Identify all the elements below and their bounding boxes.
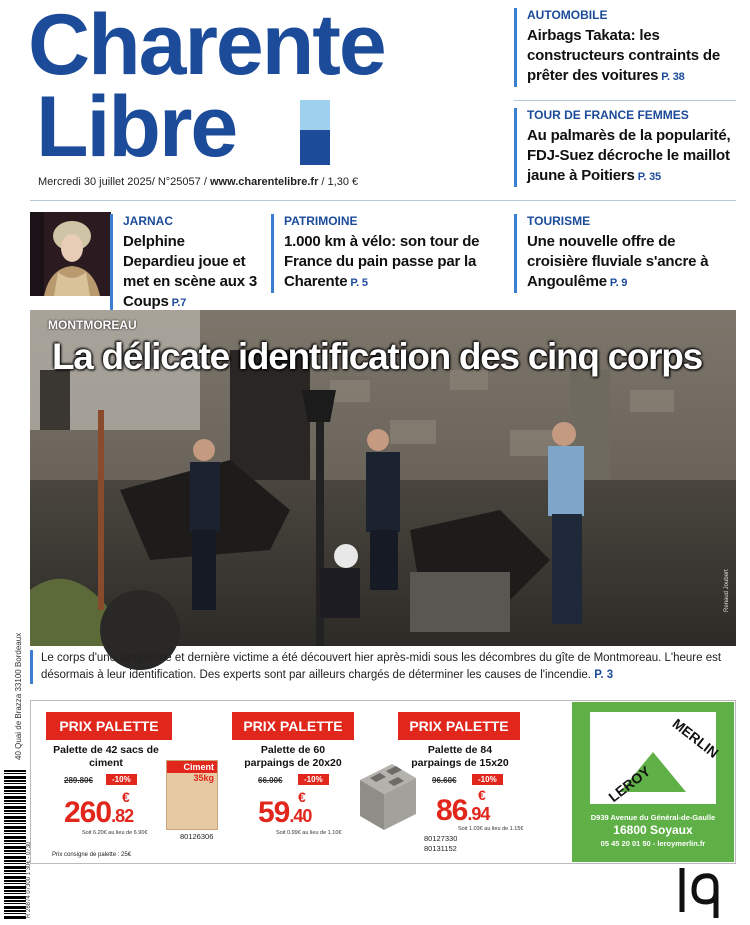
product-price: 59.40 <box>258 796 312 829</box>
teaser-title: 1.000 km à vélo: son tour de France du pain passe par la Charente P. 5 <box>284 233 480 290</box>
unit-price-note: Soit 6.20€ au lieu de 6.90€ <box>82 830 148 836</box>
masthead-title-line1: Charente <box>28 0 385 93</box>
euro-sign: € <box>122 789 129 805</box>
prix-palette-badge: PRIX PALETTE <box>46 712 172 740</box>
barcode <box>4 770 26 920</box>
main-story-caption: Le corps d'une cinquième et dernière victime a été découvert hier après-midi sous les décombres du gîte de Montmoreau. L'heure est désormais à leur identification. Des experts sont par ailleurs chargés de déterminer les causes de l'incendie. P. 3 <box>30 650 736 684</box>
divider <box>514 100 736 101</box>
cinder-block-image <box>356 760 418 837</box>
store-contact[interactable]: 05 45 20 01 50 - leroymerlin.fr <box>600 839 706 848</box>
store-city: 16800 Soyaux <box>613 823 693 837</box>
teaser-kicker: AUTOMOBILE <box>527 8 608 22</box>
teaser-title: Une nouvelle offre de croisière fluviale s'ancre à Angoulême P. 9 <box>527 233 709 290</box>
unit-price-note: Soit 1.03€ au lieu de 1.15€ <box>458 826 524 832</box>
teaser-tourisme[interactable] <box>514 214 736 293</box>
old-price: 66.00€ <box>258 776 283 785</box>
issue-date: Mercredi 30 juillet 2025/ N°25057 / <box>38 176 210 188</box>
product-name: Palette de 42 sacs de ciment <box>53 744 159 769</box>
page-ref: P. 38 <box>661 71 685 83</box>
discount-badge: -10% <box>298 774 329 785</box>
teaser-patrimoine[interactable] <box>271 214 493 293</box>
leroy-merlin-logo[interactable] <box>588 710 722 806</box>
discount-badge: -10% <box>472 774 503 785</box>
jarnac-portrait-photo <box>30 212 111 296</box>
masthead-title-line2: Libre <box>36 79 237 175</box>
unit-price-note: Soit 0.99€ au lieu de 1.10€ <box>276 830 342 836</box>
teaser-kicker: PATRIMOINE <box>284 214 358 228</box>
main-story-kicker: MONTMOREAU <box>48 318 137 332</box>
page-ref: P. 3 <box>594 669 614 681</box>
bag-weight: 35kg <box>193 773 214 783</box>
publisher-address: 40 Quai de Brazza 33100 Bordeaux <box>14 632 23 760</box>
product-code: 80126306 <box>180 832 214 841</box>
store-address: D939 Avenue du Général-de-Gaulle <box>590 813 716 822</box>
photo-credit: Renaud Joubert <box>724 569 730 612</box>
barcode-number: R 28874 07300 1 30€ - 0730 <box>26 841 32 918</box>
prix-palette-badge: PRIX PALETTE <box>232 712 354 740</box>
teaser-kicker: TOUR DE FRANCE FEMMES <box>527 108 689 122</box>
teaser-tour-de-france-femmes[interactable] <box>514 108 740 187</box>
old-price: 289.80€ <box>64 776 93 785</box>
product-name: Palette de 60 parpaings de 20x20 <box>244 744 342 769</box>
divider <box>30 200 736 201</box>
old-price: 96.60€ <box>432 776 457 785</box>
main-story-headline[interactable]: La délicate identification des cinq corps <box>52 336 702 377</box>
product-price: 260.82 <box>64 796 134 829</box>
brand-top: LEROY <box>605 762 654 806</box>
page-ref: P. 5 <box>350 277 368 289</box>
product-price: 86.94 <box>436 794 490 827</box>
ld-signature-logo <box>676 866 736 920</box>
euro-sign: € <box>478 787 485 803</box>
masthead-logo-accent <box>300 100 330 130</box>
dateline <box>38 176 358 188</box>
page-ref: P.7 <box>171 297 187 309</box>
teaser-kicker: JARNAC <box>123 214 174 228</box>
page-ref: P. 35 <box>637 171 661 183</box>
product-name: Palette de 84 parpaings de 15x20 <box>411 744 509 769</box>
site-url[interactable]: www.charentelibre.fr <box>209 176 319 188</box>
prix-palette-badge: PRIX PALETTE <box>398 712 520 740</box>
store-address-block <box>574 812 732 849</box>
teaser-kicker: TOURISME <box>527 214 591 228</box>
teaser-title: Delphine Depardieu joue et met en scène aux 3 Coups P.7 <box>123 233 257 310</box>
discount-badge: -10% <box>106 774 137 785</box>
product-code: 80127330 <box>424 834 458 843</box>
teaser-title: Airbags Takata: les constructeurs contraints de prêter des voitures P. 38 <box>527 27 720 84</box>
issue-price: / 1,30 € <box>318 176 359 188</box>
cement-bag-image <box>166 760 218 830</box>
teaser-title: Au palmarès de la popularité, FDJ-Suez décroche le maillot jaune à Poitiers P. 35 <box>527 127 731 184</box>
product-code: 80131152 <box>424 844 457 853</box>
bag-label: Ciment <box>167 761 217 773</box>
teaser-automobile[interactable] <box>514 8 740 87</box>
brand-bottom: MERLIN <box>669 715 722 761</box>
euro-sign: € <box>298 789 305 805</box>
teaser-jarnac[interactable] <box>110 214 260 313</box>
page-ref: P. 9 <box>609 277 628 289</box>
deposit-note: Prix consigne de palette : 25€ <box>52 852 132 858</box>
